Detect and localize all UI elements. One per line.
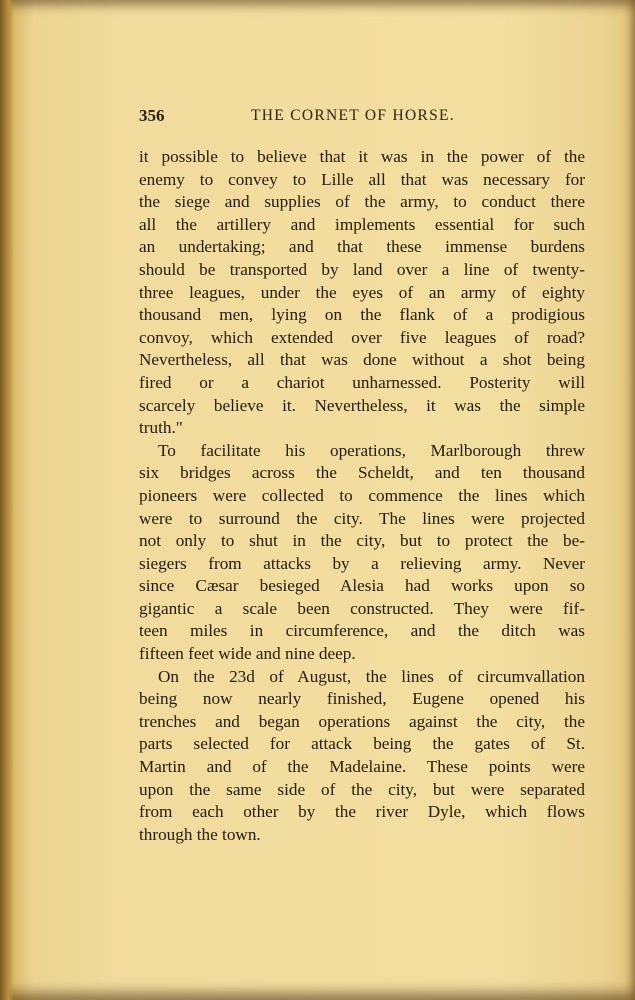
text-line: upon the same side of the city, but were separated — [139, 779, 585, 799]
text-line: fired or a chariot unharnessed. Posterity will — [139, 372, 585, 392]
text-line: six bridges across the Scheldt, and ten thousand — [139, 463, 585, 483]
text-line: should be transported by land over a line of twenty- — [139, 259, 585, 279]
text-line: truth." — [139, 418, 183, 438]
text-line: trenches and began operations against the city, the — [139, 711, 585, 731]
text-line: enemy to convey to Lille all that was necessary for — [139, 169, 585, 189]
text-line: through the town. — [139, 824, 261, 844]
text-line: On the 23d of August, the lines of circumvallation — [158, 666, 585, 686]
text-line: pioneers were collected to commence the lines which — [139, 485, 585, 505]
page-number: 356 — [139, 106, 165, 125]
paragraph-3 — [139, 666, 585, 847]
text-line: being now nearly finished, Eugene opened his — [139, 689, 585, 709]
text-line: Nevertheless, all that was done without a shot being — [139, 350, 585, 370]
text-line: Martin and of the Madelaine. These points were — [139, 757, 585, 777]
book-gutter — [0, 0, 14, 1000]
body-text — [139, 146, 585, 846]
text-line: siegers from attacks by a relieving army. Never — [139, 553, 585, 573]
paragraph-2 — [139, 440, 585, 666]
text-line: To facilitate his operations, Marlborough threw — [158, 440, 585, 460]
running-head: THE CORNET OF HORSE. — [251, 107, 455, 124]
text-line: gigantic a scale been constructed. They were fif- — [139, 598, 585, 618]
text-line: all the artillery and implements essential for such — [139, 214, 585, 234]
text-line: from each other by the river Dyle, which flows — [139, 802, 585, 822]
text-line: three leagues, under the eyes of an army of eighty — [139, 282, 585, 302]
text-line: an undertaking; and that these immense burdens — [139, 237, 585, 257]
text-line: not only to shut in the city, but to protect the be- — [139, 531, 585, 551]
text-line: teen miles in circumference, and the ditch was — [139, 621, 585, 641]
text-line: thousand men, lying on the flank of a prodigious — [139, 305, 585, 325]
text-line: the siege and supplies of the army, to conduct there — [139, 192, 585, 212]
text-line: convoy, which extended over five leagues of road? — [139, 327, 585, 347]
paragraph-1 — [139, 146, 585, 440]
text-line: parts selected for attack being the gates of St. — [139, 734, 585, 754]
text-line: it possible to believe that it was in the power of the — [139, 147, 585, 166]
text-line: were to surround the city. The lines were projected — [139, 508, 585, 528]
text-line: fifteen feet wide and nine deep. — [139, 644, 356, 664]
page-header — [139, 106, 583, 128]
text-line: since Cæsar besieged Alesia had works upon so — [139, 576, 585, 596]
text-line: scarcely believe it. Nevertheless, it was the simple — [139, 395, 585, 415]
